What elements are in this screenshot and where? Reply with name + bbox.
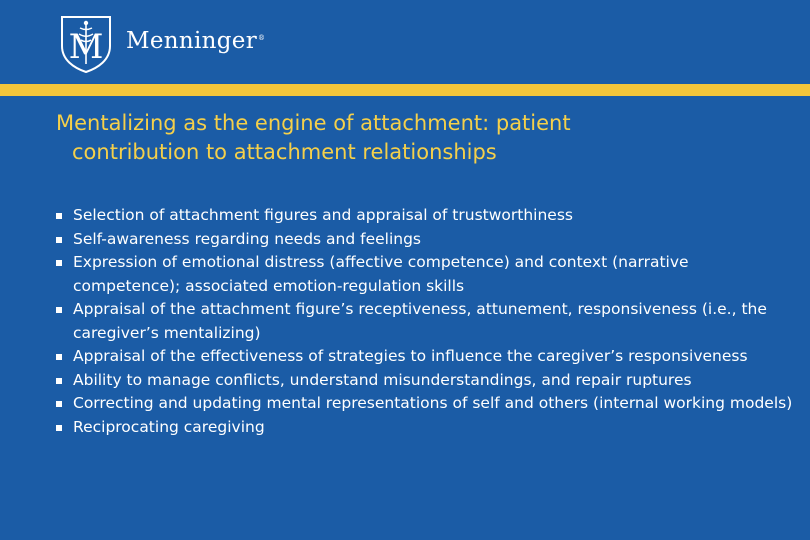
- bullet-text: Correcting and updating mental representations of self and others (internal working models): [73, 394, 793, 412]
- bullet-item: [56, 228, 796, 252]
- bullet-marker-icon: [56, 378, 62, 384]
- svg-text:M: M: [68, 27, 104, 67]
- menninger-logo-mark-icon: [58, 14, 114, 74]
- bullet-item: [56, 392, 796, 416]
- bullet-text: Appraisal of the attachment figure’s receptiveness, attunement, responsiveness (i.e., the caregiver’s mentalizing): [73, 300, 767, 342]
- bullet-item: [56, 204, 796, 228]
- bullet-text: Self-awareness regarding needs and feelings: [73, 229, 422, 248]
- bullet-marker-icon: [56, 213, 62, 219]
- slide-title: [56, 109, 776, 167]
- slide-title-line-2: contribution to attachment relationships: [72, 140, 497, 164]
- bullet-list: [56, 204, 796, 439]
- bullet-text: Appraisal of the effectiveness of strategies to influence the caregiver’s responsiveness: [73, 347, 748, 365]
- slide-title-line-1: Mentalizing as the engine of attachment: patient: [56, 111, 571, 135]
- bullet-text: Ability to manage conflicts, understand misunderstandings, and repair ruptures: [73, 370, 692, 389]
- accent-bar: [0, 84, 810, 96]
- brand-name: Menninger®: [126, 28, 266, 54]
- bullet-text: Selection of attachment figures and appraisal of trustworthiness: [73, 206, 573, 224]
- bullet-marker-icon: [56, 237, 62, 243]
- bullet-marker-icon: [56, 401, 62, 407]
- bullet-item: [56, 369, 796, 393]
- bullet-item: [56, 345, 796, 369]
- bullet-marker-icon: [56, 425, 62, 431]
- bullet-marker-icon: [56, 354, 62, 360]
- bullet-marker-icon: [56, 307, 62, 313]
- bullet-item: [56, 416, 796, 440]
- bullet-text: Reciprocating caregiving: [73, 417, 265, 436]
- slide-header: [0, 0, 810, 84]
- bullet-item: [56, 298, 796, 345]
- menninger-logo: [58, 14, 268, 74]
- bullet-text: Expression of emotional distress (affective competence) and context (narrative competence); associated emotion-regulation skills: [73, 253, 689, 295]
- bullet-item: [56, 251, 796, 298]
- bullet-marker-icon: [56, 260, 62, 266]
